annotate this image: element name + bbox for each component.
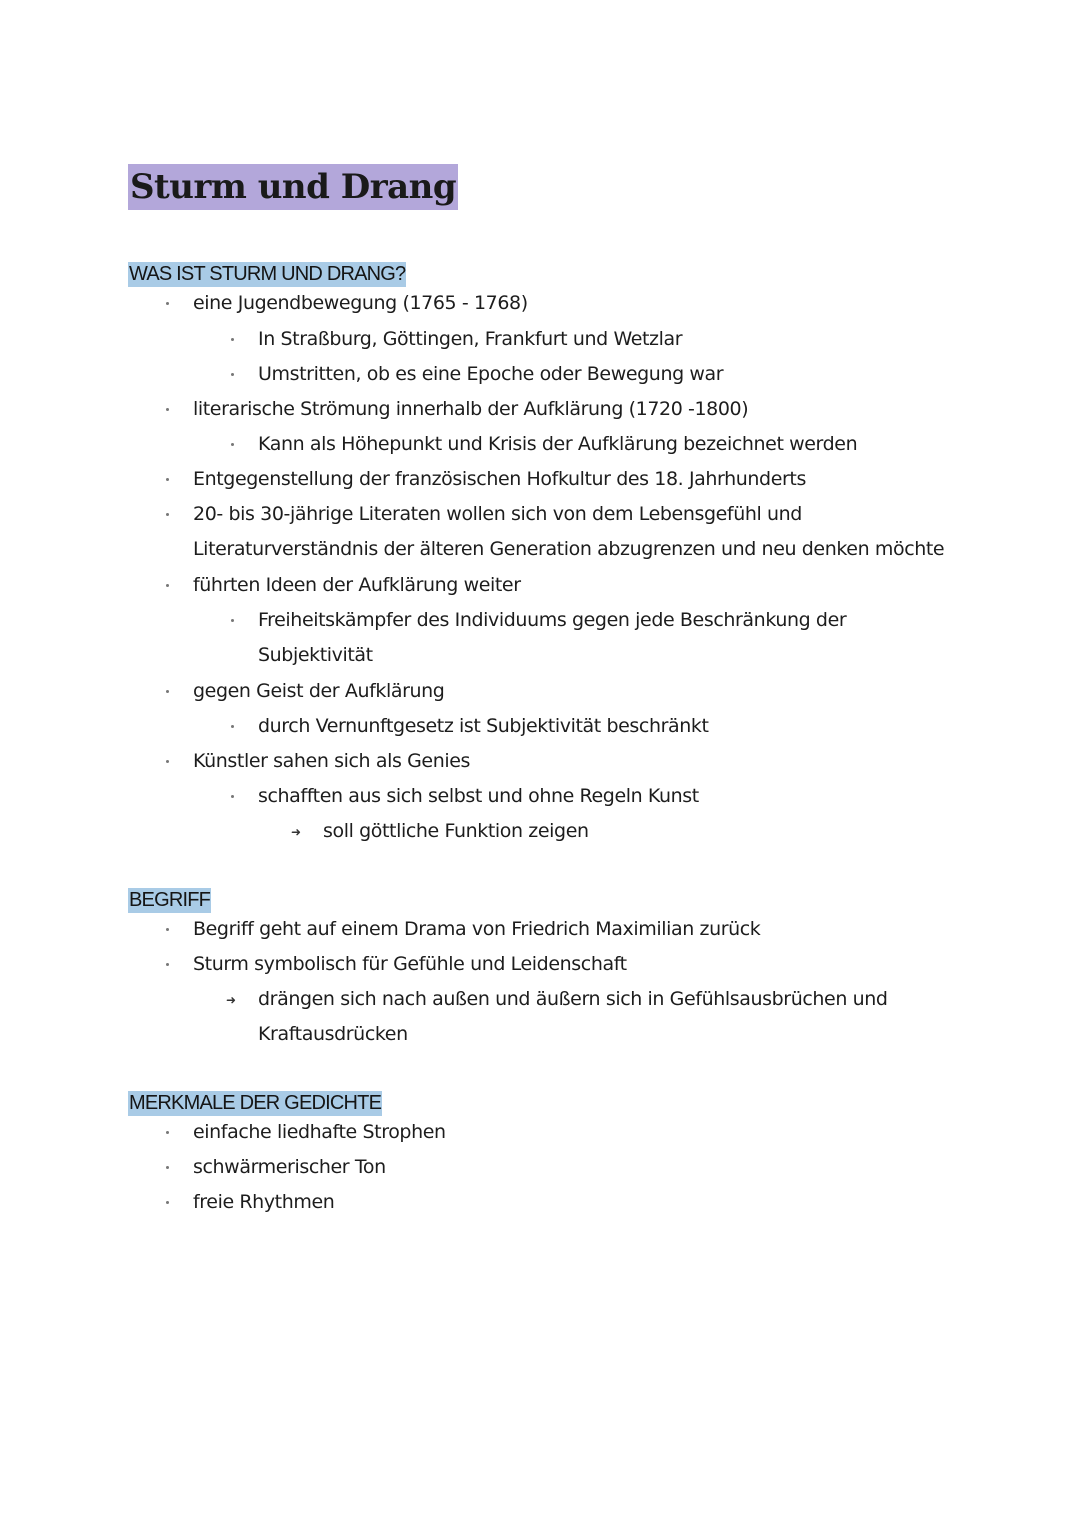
dot-bullet-icon	[166, 1201, 169, 1204]
list-item: Entgegenstellung der französischen Hofkultur des 18. Jahrhunderts	[193, 468, 806, 490]
dot-bullet-icon	[231, 373, 234, 376]
dot-bullet-icon	[166, 1131, 169, 1134]
dot-bullet-icon	[231, 443, 234, 446]
dot-bullet-icon	[166, 928, 169, 931]
page-title: Sturm und Drang	[128, 164, 458, 210]
list-item: freie Rhythmen	[193, 1191, 335, 1213]
list-item: In Straßburg, Göttingen, Frankfurt und Wetzlar	[258, 328, 683, 350]
section-heading-was-ist: WAS IST STURM UND DRANG?	[129, 263, 406, 285]
list-item-continuation: Subjektivität	[258, 644, 373, 666]
dot-bullet-icon	[231, 338, 234, 341]
dot-bullet-icon	[166, 1166, 169, 1169]
list-item-continuation: Kraftausdrücken	[258, 1023, 408, 1045]
section-heading-begriff: BEGRIFF	[129, 889, 211, 911]
list-item: führten Ideen der Aufklärung weiter	[193, 574, 521, 596]
list-item: drängen sich nach außen und äußern sich in Gefühlsausbrüchen und	[258, 988, 888, 1010]
list-item: Freiheitskämpfer des Individuums gegen jede Beschränkung der	[258, 609, 847, 631]
list-item: 20- bis 30-jährige Literaten wollen sich von dem Lebensgefühl und	[193, 503, 802, 525]
list-item: eine Jugendbewegung (1765 - 1768)	[193, 292, 528, 314]
list-item: Künstler sahen sich als Genies	[193, 750, 471, 772]
list-item: gegen Geist der Aufklärung	[193, 680, 445, 702]
list-item: einfache liedhafte Strophen	[193, 1121, 446, 1143]
list-item: schwärmerischer Ton	[193, 1156, 386, 1178]
list-item: Sturm symbolisch für Gefühle und Leidenschaft	[193, 953, 627, 975]
arrow-right-icon: ➜	[226, 993, 237, 1007]
dot-bullet-icon	[166, 513, 169, 516]
dot-bullet-icon	[166, 963, 169, 966]
list-item-continuation: Literaturverständnis der älteren Generation abzugrenzen und neu denken möchte	[193, 538, 945, 560]
list-item: durch Vernunftgesetz ist Subjektivität beschränkt	[258, 715, 709, 737]
dot-bullet-icon	[231, 619, 234, 622]
list-item: soll göttliche Funktion zeigen	[323, 820, 589, 842]
dot-bullet-icon	[166, 302, 169, 305]
dot-bullet-icon	[231, 725, 234, 728]
arrow-right-icon: ➜	[291, 825, 302, 839]
dot-bullet-icon	[166, 408, 169, 411]
list-item: Kann als Höhepunkt und Krisis der Aufklärung bezeichnet werden	[258, 433, 858, 455]
list-item: literarische Strömung innerhalb der Aufklärung (1720 -1800)	[193, 398, 749, 420]
section-heading-merkmale: MERKMALE DER GEDICHTE	[129, 1092, 382, 1114]
dot-bullet-icon	[166, 760, 169, 763]
list-item: schafften aus sich selbst und ohne Regeln Kunst	[258, 785, 699, 807]
dot-bullet-icon	[166, 478, 169, 481]
dot-bullet-icon	[166, 584, 169, 587]
list-item: Begriff geht auf einem Drama von Friedrich Maximilian zurück	[193, 918, 761, 940]
list-item: Umstritten, ob es eine Epoche oder Bewegung war	[258, 363, 724, 385]
dot-bullet-icon	[231, 795, 234, 798]
dot-bullet-icon	[166, 690, 169, 693]
